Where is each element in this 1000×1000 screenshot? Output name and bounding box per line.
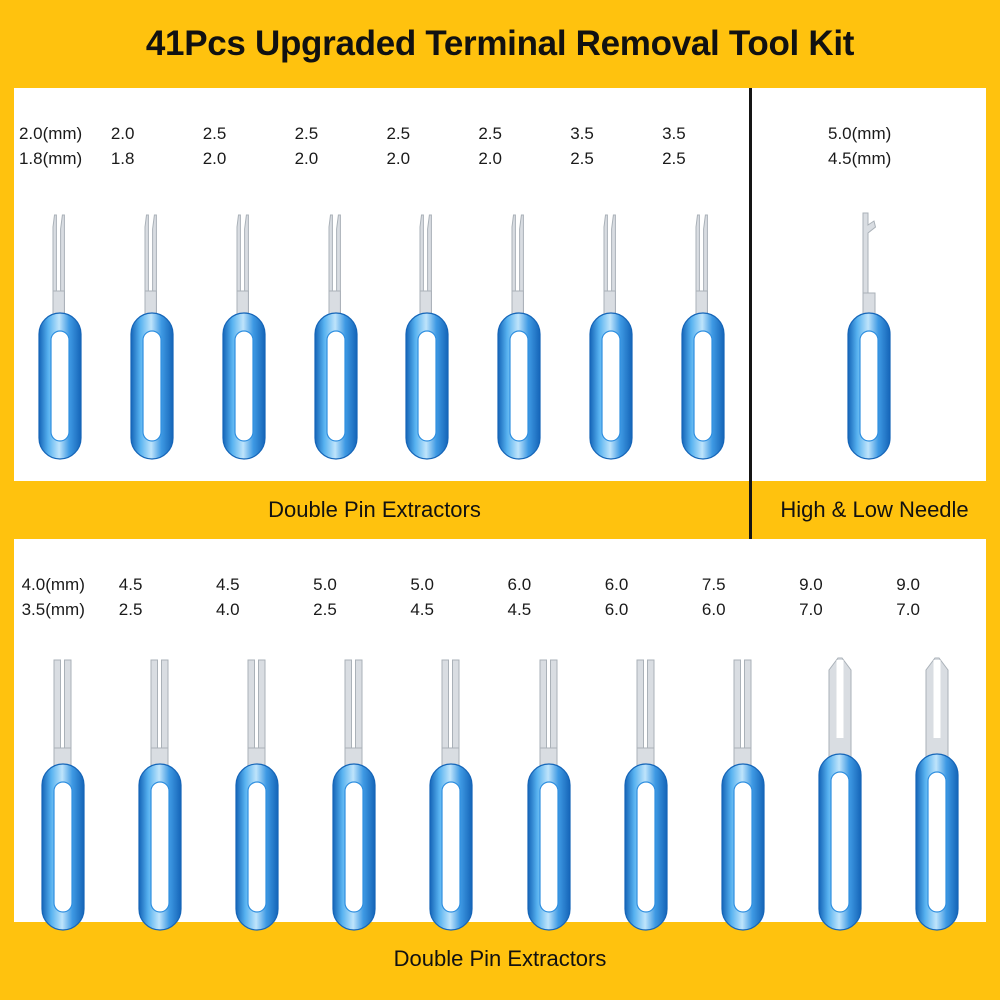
tool-size-primary: 7.5: [701, 575, 726, 594]
tool-item: [108, 122, 196, 465]
bottom-tools-row: [14, 539, 986, 936]
tool-size-secondary: 1.8(mm): [18, 148, 83, 168]
tool-illustration-double-prong-narrow: [122, 185, 182, 465]
tool-size-secondary: 2.0: [386, 148, 411, 168]
tool-size-primary: 2.5: [202, 124, 227, 143]
tool-illustration-double-prong-wide: [33, 636, 93, 936]
tool-size-secondary: 2.0: [202, 148, 227, 168]
tool-item: [383, 122, 471, 465]
tool-size-labels: [203, 122, 285, 171]
tool-illustration-double-prong-narrow: [581, 185, 641, 465]
tool-item: [292, 122, 380, 465]
tool-size-primary: 5.0: [313, 575, 337, 594]
tool-illustration-double-prong-wide: [713, 636, 773, 936]
tool-illustration-double-prong-wide: [227, 636, 287, 936]
tool-illustration-double-prong-wide: [130, 636, 190, 936]
tool-item: [567, 122, 655, 465]
bottom-panel: [14, 539, 986, 922]
tool-size-secondary: 4.5: [507, 599, 532, 619]
tool-size-secondary: 6.0: [701, 599, 726, 619]
tool-size-secondary: 4.5(mm): [828, 148, 892, 168]
tool-size-primary: 4.5: [215, 575, 240, 594]
vertical-divider: [749, 481, 752, 539]
tool-size-secondary: 3.5(mm): [21, 599, 85, 619]
tool-size-primary: 4.5: [118, 575, 143, 594]
tool-size-secondary: 4.5: [410, 599, 434, 619]
tool-item: [659, 122, 747, 465]
tool-size-labels: [410, 573, 492, 622]
tool-size-secondary: 2.5: [313, 599, 337, 619]
tool-item: [800, 573, 880, 936]
tool-size-primary: 3.5: [662, 124, 686, 143]
tool-item: [200, 122, 288, 465]
top-tools-row: [14, 88, 749, 465]
tool-item: [825, 122, 913, 465]
tool-illustration-double-prong-narrow: [30, 185, 90, 465]
caption-text: Double Pin Extractors: [393, 946, 607, 971]
tool-size-primary: 4.0(mm): [21, 575, 85, 594]
title-bar: [0, 0, 1000, 88]
tool-size-labels: [570, 122, 652, 171]
double-pin-extractors-bottom-group: [14, 539, 986, 922]
tool-size-secondary: 2.5: [662, 148, 686, 168]
tool-size-labels: [508, 573, 590, 622]
caption-double-pin-top: [0, 481, 749, 539]
caption-high-low-needle: [749, 481, 1000, 539]
page-title: 41Pcs Upgraded Terminal Removal Tool Kit: [145, 24, 855, 63]
tool-size-labels: [478, 122, 560, 171]
tool-item: [703, 573, 783, 936]
tool-size-labels: [295, 122, 377, 171]
tool-illustration-double-prong-narrow: [306, 185, 366, 465]
caption-text: Double Pin Extractors: [268, 497, 481, 522]
tool-size-primary: 3.5: [570, 124, 594, 143]
tool-size-primary: 9.0: [799, 575, 823, 594]
tool-size-secondary: 2.5: [570, 148, 594, 168]
tool-item: [897, 573, 977, 936]
tool-item: [314, 573, 394, 936]
tool-illustration-double-prong-wide: [519, 636, 579, 936]
tool-size-labels: [313, 573, 395, 622]
tool-size-labels: [119, 573, 201, 622]
tool-size-secondary: 1.8: [110, 148, 135, 168]
tool-size-secondary: 2.0: [478, 148, 502, 168]
tool-size-labels: [896, 573, 978, 622]
tool-size-secondary: 4.0: [215, 599, 240, 619]
tool-size-secondary: 2.5: [118, 599, 143, 619]
tool-illustration-hook-needle: [839, 185, 899, 465]
tool-illustration-double-prong-wide: [324, 636, 384, 936]
tool-size-primary: 5.0(mm): [828, 124, 892, 143]
tool-size-secondary: 7.0: [799, 599, 823, 619]
tool-size-secondary: 6.0: [604, 599, 629, 619]
tool-illustration-double-prong-narrow: [397, 185, 457, 465]
tool-size-primary: 2.0(mm): [18, 124, 83, 143]
tool-illustration-double-prong-narrow: [214, 185, 274, 465]
tool-size-labels: [799, 573, 881, 622]
tool-size-labels: [702, 573, 784, 622]
tool-item: [16, 122, 104, 465]
tool-item: [606, 573, 686, 936]
tool-size-labels: [216, 573, 298, 622]
tool-item: [23, 573, 103, 936]
tool-illustration-blade-wide: [907, 636, 967, 936]
tool-size-secondary: 7.0: [896, 599, 920, 619]
caption-text: High & Low Needle: [780, 497, 969, 522]
tool-size-labels: [662, 122, 744, 171]
tool-illustration-double-prong-wide: [616, 636, 676, 936]
tool-illustration-blade-wide: [810, 636, 870, 936]
needle-tool-row: [752, 88, 986, 465]
tool-size-labels: [828, 122, 910, 171]
tool-item: [509, 573, 589, 936]
tool-size-primary: 9.0: [896, 575, 920, 594]
tool-size-labels: [19, 122, 101, 171]
tool-item: [475, 122, 563, 465]
tool-size-primary: 2.5: [294, 124, 319, 143]
tool-size-primary: 5.0: [410, 575, 434, 594]
tool-illustration-double-prong-narrow: [489, 185, 549, 465]
double-pin-extractors-top-group: [14, 88, 749, 481]
tool-size-labels: [111, 122, 193, 171]
tool-illustration-double-prong-wide: [421, 636, 481, 936]
tool-size-secondary: 2.0: [294, 148, 319, 168]
tool-size-labels: [605, 573, 687, 622]
tool-size-primary: 6.0: [507, 575, 532, 594]
tool-size-primary: 2.0: [110, 124, 135, 143]
tool-size-labels: [386, 122, 468, 171]
tool-size-primary: 6.0: [604, 575, 629, 594]
tool-size-primary: 2.5: [478, 124, 502, 143]
tool-item: [411, 573, 491, 936]
tool-illustration-double-prong-narrow: [673, 185, 733, 465]
tool-item: [217, 573, 297, 936]
high-low-needle-group: [749, 88, 986, 481]
top-caption-row: [0, 481, 1000, 539]
tool-size-labels: [22, 573, 104, 622]
tool-item: [120, 573, 200, 936]
top-panel: [14, 88, 986, 481]
tool-size-primary: 2.5: [386, 124, 411, 143]
